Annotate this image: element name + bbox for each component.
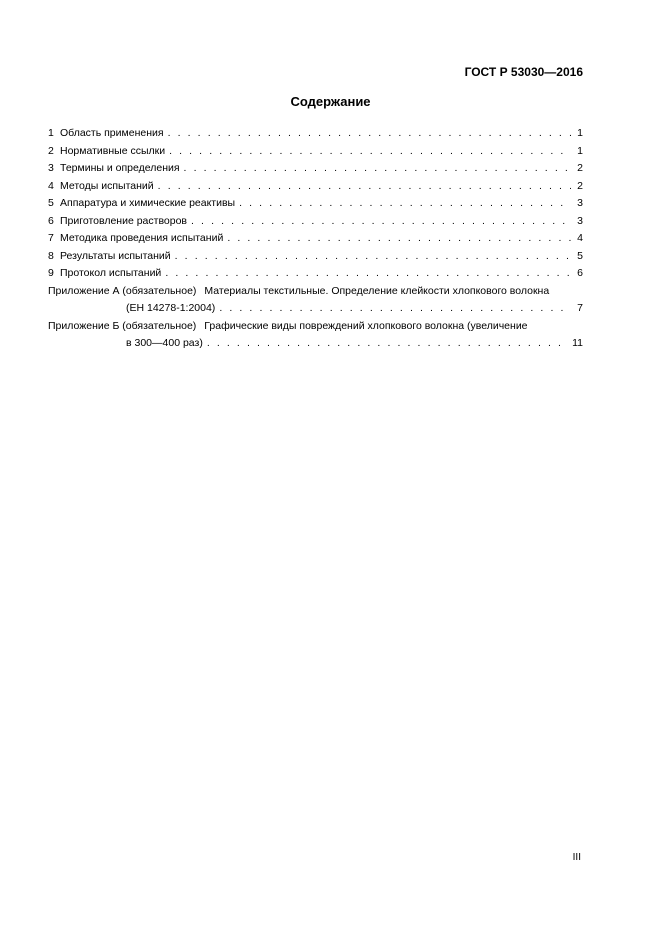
toc-appendix-prefix: Приложение Б (обязательное) [48,319,197,332]
toc-entry-number: 9 [48,267,54,279]
toc-entry[interactable] [48,160,583,178]
toc-entry-page: 5 [577,249,583,262]
toc-entry-label: Аппаратура и химические реактивы [60,197,236,209]
toc-entry[interactable] [48,265,583,283]
toc-entry-page: 1 [577,144,583,157]
toc-entry-label: Нормативные ссылки [60,144,166,157]
toc-entry-page: 3 [577,197,583,209]
document-code: ГОСТ Р 53030—2016 [464,65,583,79]
toc-leader-dots [219,300,571,318]
toc-leader-dots [169,143,571,161]
toc-entry-number: 8 [48,249,54,262]
toc-leader-dots [165,265,571,283]
toc-leader-dots [168,125,571,143]
toc-entry-page: 4 [577,232,583,244]
toc-entry[interactable] [48,178,583,196]
toc-entry-label: Протокол испытаний [60,267,162,279]
toc-entry-number: 6 [48,214,54,227]
toc-entry[interactable] [48,195,583,213]
toc-leader-dots [175,248,571,266]
toc-entry[interactable] [48,248,583,266]
toc-leader-dots [184,160,571,178]
toc-entry-number: 2 [48,144,54,157]
toc-appendix-page: 7 [577,302,583,314]
toc-entry-label: Приготовление растворов [60,214,188,227]
toc-entry-label: Результаты испытаний [60,249,171,262]
toc-entry-label: Область применения [60,127,164,139]
toc-entry-page: 1 [577,127,583,139]
page-number: III [572,852,581,863]
toc-entry-page: 3 [577,214,583,227]
toc-leader-dots [227,230,571,248]
toc-appendix-title: Графические виды повреждений хлопкового волокна (увеличение [204,319,528,332]
toc-appendix-b-continuation[interactable] [48,335,583,353]
toc-entry-number: 3 [48,162,54,174]
toc-entry-page: 2 [577,162,583,174]
toc-leader-dots [207,335,568,353]
toc-entry-label: Термины и определения [60,162,180,174]
toc-entry-number: 1 [48,127,54,139]
toc-appendix-page: 11 [572,337,583,349]
toc-leader-dots [191,213,571,231]
toc-appendix-a-continuation[interactable] [48,300,583,318]
toc-entry-number: 4 [48,179,54,192]
toc-title: Содержание [290,94,371,109]
toc-appendix-heading [48,283,549,301]
toc-appendix-prefix: Приложение А (обязательное) [48,284,197,297]
toc-entry-page: 2 [577,179,583,192]
toc-entry[interactable] [48,143,583,161]
table-of-contents [48,125,583,353]
toc-leader-dots [158,178,571,196]
toc-entry-number: 5 [48,197,54,209]
toc-entry[interactable] [48,125,583,143]
toc-entry-label: Методы испытаний [60,179,154,192]
toc-appendix-b[interactable] [48,318,583,336]
toc-leader-dots [239,195,571,213]
toc-appendix-title-continued: (ЕН 14278-1:2004) [126,302,216,314]
toc-entry[interactable] [48,213,583,231]
toc-entry-label: Методика проведения испытаний [60,232,224,244]
toc-entry[interactable] [48,230,583,248]
toc-appendix-heading [48,318,528,336]
toc-entry-page: 6 [577,267,583,279]
toc-appendix-a[interactable] [48,283,583,301]
toc-entry-number: 7 [48,232,54,244]
toc-appendix-title-continued: в 300—400 раз) [126,337,203,349]
toc-appendix-title: Материалы текстильные. Определение клейкости хлопкового волокна [204,284,550,297]
